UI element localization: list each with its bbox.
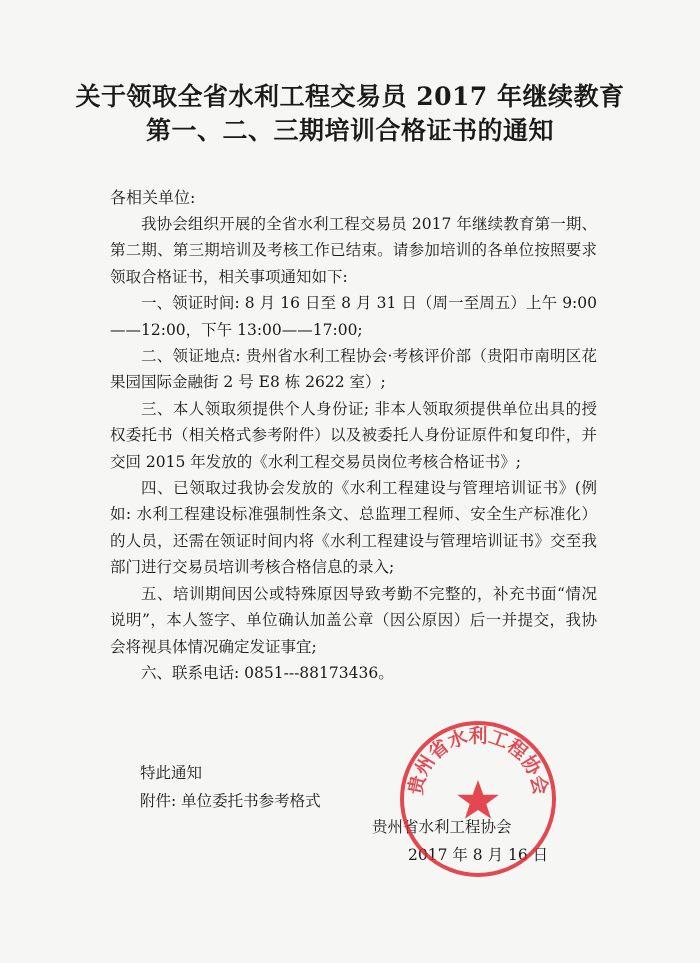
title-line-2: 第一、二、三期培训合格证书的通知 xyxy=(145,116,554,145)
item-collection-location: 二、领证地点: 贵州省水利工程协会·考核评价部（贵阳市南明区花果园国际金融街 2 号 E8 栋 2622 室）; xyxy=(110,347,597,392)
item-collection-time: 一、领证时间: 8 月 16 日至 8 月 31 日（周一至周五）上午 9:00——12:00，下午 13:00——17:00; xyxy=(110,294,597,339)
item-previous-certificates: 四、已领取过我协会发放的《水利工程建设与管理培训证书》(例如: 水利工程建设标准强制性条文、总监理工程师、安全生产标准化）的人员，还需在领证时间内将《水利工程建设与管理培训证书》交至我部门进行交易员培训考核合格信息的录入; xyxy=(110,479,597,577)
item-attendance: 五、培训期间因公或特殊原因导致考勤不完整的，补充书面“情况说明”，本人签字、单位确认加盖公章（因公原因）后一并提交，我协会将视具体情况确定发证事宜; xyxy=(110,584,597,656)
official-seal xyxy=(397,718,559,880)
notice-body xyxy=(110,211,597,686)
closing-remark: 特此通知 xyxy=(140,764,203,782)
item-identification: 三、本人领取须提供个人身份证; 非本人领取须提供单位出具的授权委托书（相关格式参考附件）以及被委托人身份证原件和复印件，并交回 2015 年发放的《水利工程交易员岗位考核合格证书》; xyxy=(110,399,597,471)
title-line-1: 关于领取全省水利工程交易员 2017 年继续教育 xyxy=(75,82,625,111)
intro-paragraph: 我协会组织开展的全省水利工程交易员 2017 年继续教育第一期、第二期、第三期培训及考核工作已结束。请参加培训的各单位按照要求领取合格证书，相关事项通知如下: xyxy=(110,215,597,286)
attachment-note: 附件: 单位委托书参考格式 xyxy=(140,792,321,810)
salutation: 各相关单位: xyxy=(110,188,196,207)
issue-date: 2017 年 8 月 16 日 xyxy=(408,846,549,864)
issuer-name: 贵州省水利工程协会 xyxy=(372,818,512,836)
document-title xyxy=(0,80,700,148)
item-contact-phone: 六、联系电话: 0851---88173436。 xyxy=(141,663,394,682)
seal-star-icon xyxy=(457,780,499,819)
seal-text: 贵州省水利工程协会 xyxy=(404,724,552,797)
